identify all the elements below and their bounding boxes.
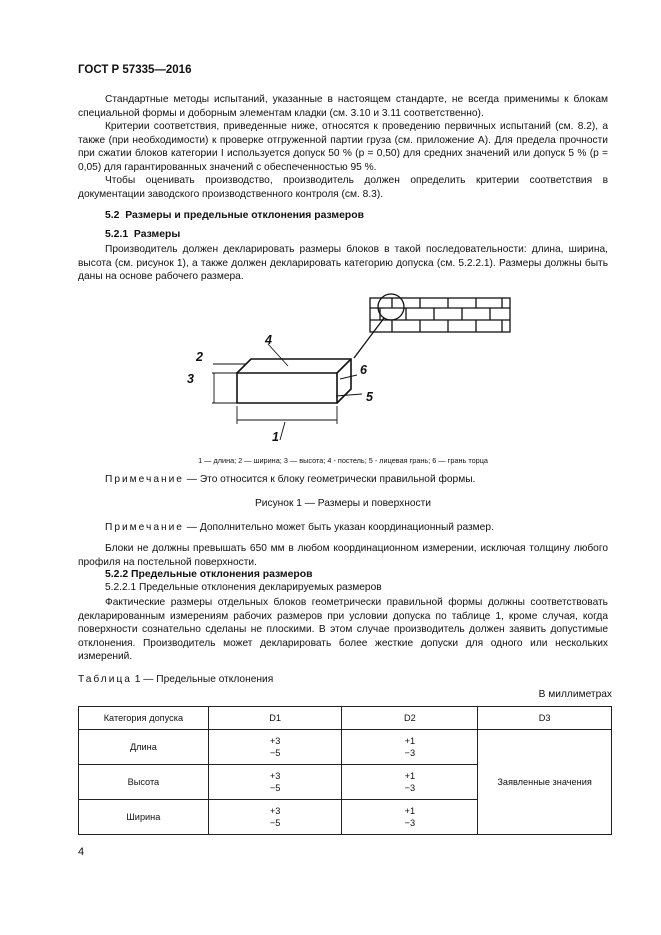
d1-cell: +3 −5	[208, 765, 342, 800]
figure-caption: Рисунок 1 — Размеры и поверхности	[255, 498, 431, 509]
section-5-2-2-1-heading	[105, 582, 382, 593]
note-text: — Это относится к блоку геометрически правильной формы.	[183, 474, 476, 485]
table-caption: 1 — Предельные отклонения	[131, 674, 274, 685]
row-name: Высота	[79, 765, 209, 800]
table-label: Таблица	[78, 674, 132, 685]
label-1-length: 1	[272, 430, 279, 444]
header-cell: D3	[478, 707, 612, 730]
d3-cell: Заявленные значения	[478, 730, 612, 835]
note-label: Примечание	[105, 522, 184, 533]
section-title: Размеры и предельные отклонения размеров	[125, 210, 364, 221]
section-number: 5.2.2.1	[105, 582, 137, 593]
label-6-end-face: 6	[360, 363, 367, 377]
section-5-2-1-text: Производитель должен декларировать размеры блоков в такой последовательности: длина, ширина, высота (см. рисунок 1), а также должен декларировать категорию допуска (см. 5.2.2.1). Размеры должны быть даны на основе рабочего размера.	[78, 244, 608, 283]
tolerance-table	[78, 706, 612, 835]
section-title: Предельные отклонения размеров	[131, 569, 313, 580]
section-5-2-2-1-text: Фактические размеры отдельных блоков геометрически правильной формы должны соответствовать декларированным измерениям рабочих размеров при условии допуска по таблице 1, кроме случая, когда поверхности сознательно сделаны не плоскими. В этом случае производитель должен заявить допустимые отклонения. Производитель может декларировать более жесткие допуски для одного или нескольких измерений.	[78, 597, 608, 663]
section-title: Предельные отклонения декларируемых размеров	[139, 582, 382, 593]
table-row	[79, 730, 612, 765]
note-coordination	[105, 522, 494, 533]
label-2-width: 2	[196, 350, 203, 364]
intro-paragraph-2: Критерии соответствия, приведенные ниже, относятся к проведению первичных испытаний (см. 8.2), а также (при необходимости) к проверке отгруженной партии груза (см. приложение А). Для предела прочности при сжатии блоков категории I используется допуск 50 % (p = 0,50) для средних значений или допуск 5 % (p = 0,05) для гарантированных значений с обеспеченностью 95 %.	[78, 121, 608, 173]
note-label: Примечание	[105, 474, 184, 485]
d2-cell: +1 −3	[342, 730, 478, 765]
document-header: ГОСТ Р 57335—2016	[78, 64, 192, 76]
page-number: 4	[78, 846, 85, 858]
d1-cell: +3 −5	[208, 730, 342, 765]
intro-paragraph-3: Чтобы оценивать производство, производитель должен определить критерии соответствия в документации заводского производственного контроля (см. 8.3).	[78, 175, 608, 200]
row-name: Ширина	[79, 800, 209, 835]
masonry-wall-drawing	[354, 294, 510, 358]
note-text: — Дополнительно может быть указан координационный размер.	[183, 522, 494, 533]
label-5-face: 5	[366, 390, 373, 404]
d2-cell: +1 −3	[342, 765, 478, 800]
figure-legend: 1 — длина; 2 — ширина; 3 — высота; 4 - постель; 5 - лицевая грань; 6 — грань торца	[198, 456, 488, 465]
section-number: 5.2.1	[105, 229, 129, 240]
table-units: В миллиметрах	[538, 689, 612, 700]
d2-cell: +1 −3	[342, 800, 478, 835]
header-cell: D1	[208, 707, 342, 730]
header-cell: D2	[342, 707, 478, 730]
table-header-row	[79, 707, 612, 730]
section-title: Размеры	[133, 229, 181, 240]
section-5-2-2-heading	[105, 569, 312, 580]
row-name: Длина	[79, 730, 209, 765]
table-title	[78, 674, 273, 685]
d1-cell: +3 −5	[208, 800, 342, 835]
block-drawing	[237, 359, 351, 403]
label-3-height: 3	[187, 372, 194, 386]
section-number: 5.2.2	[105, 569, 129, 580]
header-cell: Категория допуска	[79, 707, 209, 730]
label-4-bed: 4	[265, 333, 272, 347]
figure-note	[105, 474, 475, 485]
section-number: 5.2	[105, 210, 120, 221]
intro-paragraph-1: Стандартные методы испытаний, указанные в настоящем стандарте, не всегда применимы к блокам специальной формы и доборным элементам кладки (см. 3.10 и 3.11 соответственно).	[78, 94, 608, 119]
paragraph-650mm: Блоки не должны превышать 650 мм в любом координационном измерении, исключая толщину любого профиля на постельной поверхности.	[78, 543, 608, 568]
